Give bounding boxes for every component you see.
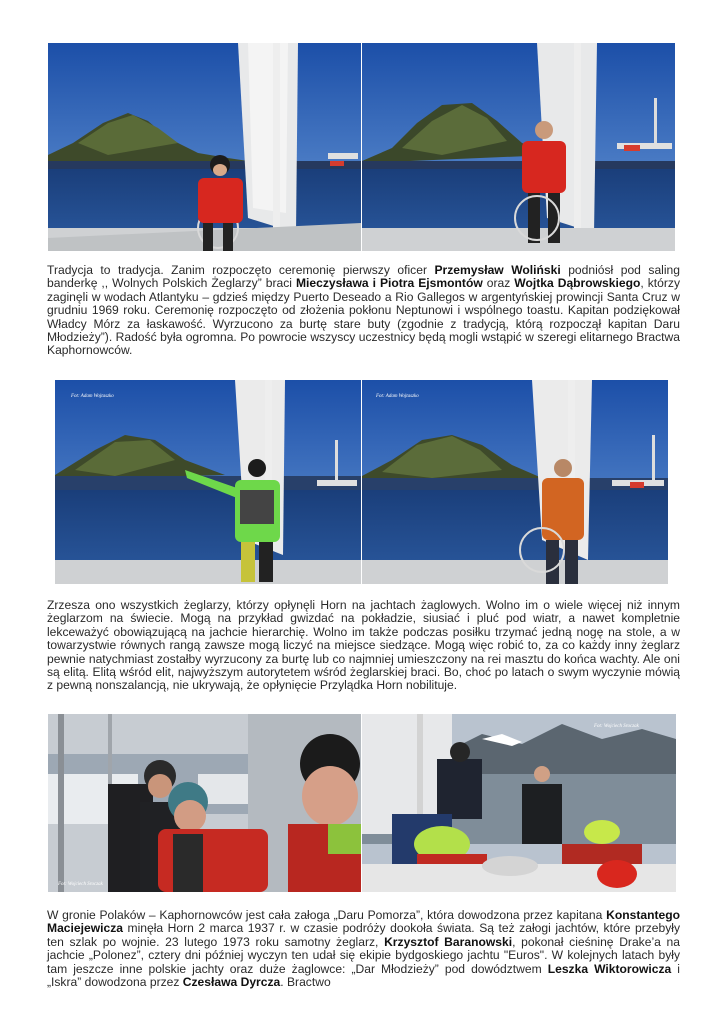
photo-crew-hats bbox=[48, 714, 361, 892]
photo-helm-red-jacket bbox=[48, 43, 361, 251]
photo-credit: Fot: Wojciech Sroczak bbox=[58, 882, 103, 887]
photo-crew-deck-harbour bbox=[362, 714, 676, 892]
paragraph-polish-cape-horners: W gronie Polaków – Kaphornowców jest cała załoga „Daru Pomorza”, która dowodzona przez kapitana Konstantego Maciejewicza minęła Horn 2 marca 1937 r. w czasie podróży dookoła świata. Są też załogi jachtów, które przebyły ten szlak po wojnie. 23 lutego 1973 roku samotny żeglarz, Krzysztof Baranowski, pokonał cieśninę Drake’a na jachcie „Polonez”, cztery dni później wyczyn ten udał się ekipie bydgoskiego jachtu "Euros". W kolejnych latach były tam jeszcze inne polskie jachty oraz duże żaglowce: „Dar Młodzieży” pod dowództwem Leszka Wiktorowicza i „Iskra” dowodzona przez Czesława Dyrcza. Bractwo bbox=[47, 908, 680, 990]
photo-orange-jacket-helm bbox=[362, 380, 668, 584]
photo-green-jacket-pointing bbox=[55, 380, 361, 584]
photo-credit: Fot: Adam Wojtaszko bbox=[376, 394, 419, 399]
paragraph-brotherhood: Zrzesza ono wszystkich żeglarzy, którzy opłynęli Horn na jachtach żaglowych. Wolno im o wiele więcej niż innym żeglarzom na świecie. Mogą na przykład gwizdać na pokładzie, siusiać i pluć pod wiatr, a nawet kompletnie lekceważyć obowiązującą na jachcie hierarchię. Wolno im także podczas posiłku trzymać jedną nogę na stole, a w towarzystwie równych rangą zawsze mogą liczyć na miejsce siedzące. Mogą więc robić to, za co każdy inny żeglarz pewnie natychmiast zostałby wyrzucony za burtę lub co najmniej umieszczony na rei masztu do końca wachty. Ale oni są elitą. Elitą wśród elit, najwyższym autorytetem wśród żeglarskiej braci. Bo, choć po latach o swym wyczynie mówią z pewną nonszalancją, nie ukrywają, że opłynięcie Przylądka Horn nobilituje. bbox=[47, 598, 680, 693]
photo-credit: Fot: Wojciech Sroczak bbox=[594, 724, 639, 729]
photo-credit: Fot: Adam Wojtaszko bbox=[71, 394, 114, 399]
paragraph-ceremony: Tradycja to tradycja. Zanim rozpoczęto ceremonię pierwszy oficer Przemysław Woliński podniósł pod saling banderkę ,, Wolnych Polskich Żeglarzy” braci Mieczysława i Piotra Ejsmontów oraz Wojtka Dąbrowskiego, którzy zaginęli w wodach Atlantyku – gdzieś między Puerto Deseado a Rio Gallegos w argentyńskiej prowincji Santa Cruz w grudniu 1969 roku. Ceremonię rozpoczęto od złożenia pokłonu Neptunowi i wspólnego toastu. Kapitan podziękował Władcy Mórz za łaskawość. Wyrzucono za burtę stare buty (zgodnie z tradycją, którą rozpoczął kapitan Daru Młodzieży”). Radość była ogromna. Po powrocie wszyscy uczestnicy będą mogli wstąpić w szeregi elitarnego Bractwa Kaphornowców. bbox=[47, 263, 680, 358]
photo-standing-red-jacket bbox=[362, 43, 675, 251]
